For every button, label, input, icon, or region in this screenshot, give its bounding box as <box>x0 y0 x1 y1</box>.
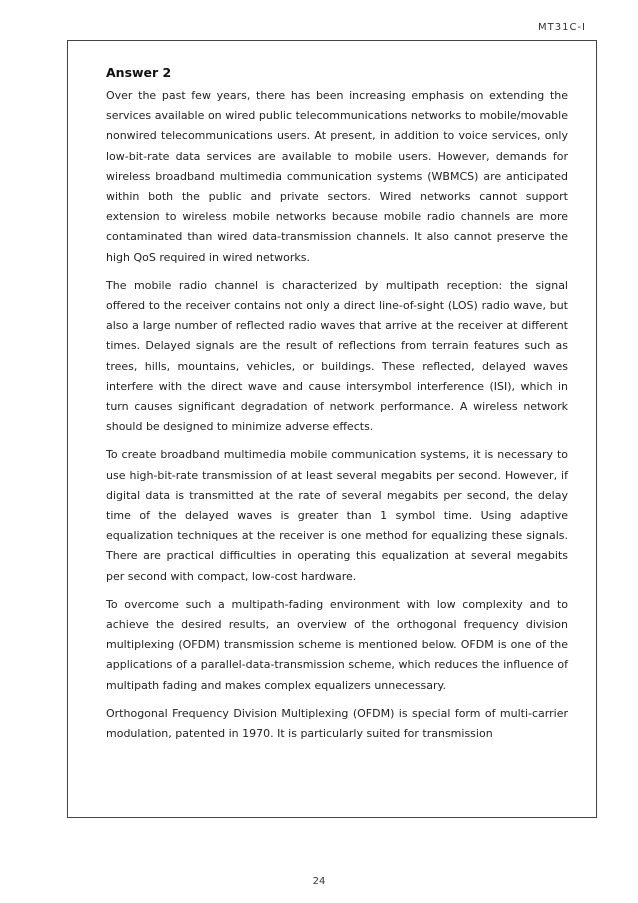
section-heading: Answer 2 <box>106 65 172 80</box>
paragraph-3: To create broadband multimedia mobile communication systems, it is necessary to use high-bit-rate transmission of at least several megabits per second. However, if digital data is transmitted at the rate of several megabits per second, the delay time of the delayed waves is greater than 1 symbol time. Using adaptive equalization techniques at the receiver is one method for equalizing these signals. There are practical difficulties in operating this equalization at several megabits per second with compact, low-cost hardware. <box>106 448 568 583</box>
paragraph-2: The mobile radio channel is characterized by multipath reception: the signal offered to the receiver contains not only a direct line-of-sight (LOS) radio wave, but also a large number of reflected radio waves that arrive at the receiver at different times. Delayed signals are the result of reflections from terrain features such as trees, hills, mountains, vehicles, or buildings. These reflected, delayed waves interfere with the direct wave and cause intersymbol interference (ISI), which in turn causes significant degradation of network performance. A wireless network should be designed to minimize adverse effects. <box>106 278 568 434</box>
page-number: 24 <box>312 876 326 887</box>
content-frame <box>67 40 597 818</box>
paragraph-1: Over the past few years, there has been increasing emphasis on extending the services available on wired public telecommunications networks to mobile/movable nonwired telecommunications users. At present, in addition to voice services, only low-bit-rate data services are available to mobile users. However, demands for wireless broadband multimedia communication systems (WBMCS) are anticipated within both the public and private sectors. Wired networks cannot support extension to wireless mobile networks because mobile radio channels are more contaminated than wired data-transmission channels. It also cannot preserve the high QoS required in wired networks. <box>106 89 568 264</box>
paragraph-5: Orthogonal Frequency Division Multiplexing (OFDM) is special form of multi-carrier modulation, patented in 1970. It is particularly suited for transmission <box>106 706 568 741</box>
paragraph-4: To overcome such a multipath-fading environment with low complexity and to achieve the desired results, an overview of the orthogonal frequency division multiplexing (OFDM) transmission scheme is mentioned below. OFDM is one of the applications of a parallel-data-transmission scheme, which reduces the influence of multipath fading and makes complex equalizers unnecessary. <box>106 597 568 692</box>
document-code: MT31C-I <box>537 22 586 33</box>
